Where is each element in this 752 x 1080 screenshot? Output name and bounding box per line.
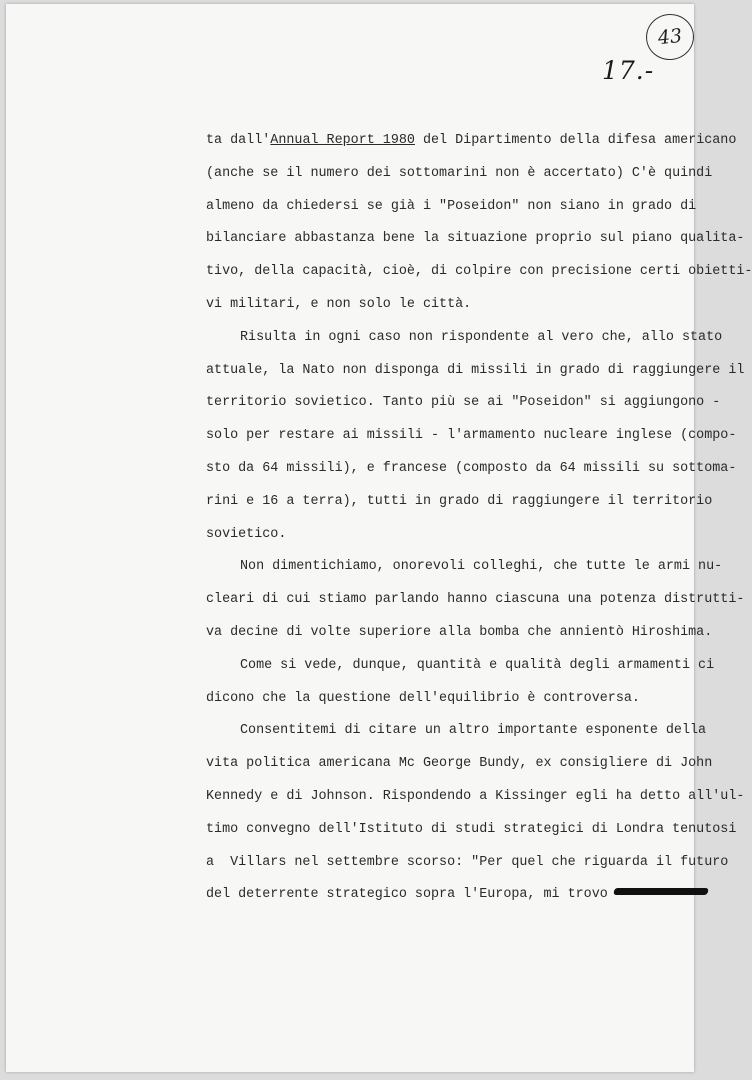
text-segment: vita politica americana Mc George Bundy, ex consigliere di John	[206, 756, 713, 772]
text-line	[206, 688, 678, 721]
text-segment: Consentitemi di citare un altro importante esponente della	[240, 723, 707, 739]
text-segment: ta dall'	[206, 133, 271, 148]
text-line	[206, 655, 715, 688]
text-segment: sto da 64 missili), e francese (composto da 64 missili su sottoma-	[206, 460, 737, 476]
text-segment: rini e 16 a terra), tutti in grado di raggiungere il territorio	[206, 493, 713, 509]
text-line	[206, 622, 713, 655]
text-segment: cleari di cui stiamo parlando hanno ciascuna una potenza distrutti-	[206, 592, 745, 608]
document-page	[6, 4, 752, 1072]
underlined-title: Annual Report 1980	[270, 133, 415, 148]
text-segment: dicono che la questione dell'equilibrio è controversa.	[206, 690, 640, 706]
text-segment: Kennedy e di Johnson. Rispondendo a Kissinger egli ha detto all'ul-	[206, 788, 745, 804]
text-line	[206, 556, 723, 589]
text-line	[206, 524, 678, 557]
text-segment: Risulta in ogni caso non rispondente al vero che, allo stato	[240, 329, 723, 345]
text-line	[206, 786, 745, 819]
text-segment: Non dimentichiamo, onorevoli colleghi, che tutte le armi nu-	[240, 559, 723, 575]
text-line	[206, 819, 737, 852]
text-line	[206, 589, 745, 622]
text-segment: del deterrente strategico sopra l'Europa, mi trovo	[206, 887, 608, 903]
text-line	[206, 261, 752, 294]
text-line	[206, 196, 697, 229]
text-segment: sovietico.	[206, 526, 287, 542]
text-line	[206, 425, 737, 458]
page-stamp	[644, 12, 697, 63]
text-line	[206, 884, 678, 917]
text-segment: bilanciare abbastanza bene la situazione proprio sul piano qualita-	[206, 231, 745, 247]
body-text	[206, 130, 752, 917]
text-line	[206, 360, 745, 393]
struck-out-word	[613, 888, 708, 895]
text-segment: del Dipartimento della difesa americano	[414, 133, 737, 148]
text-segment: va decine di volte superiore alla bomba che annientò Hiroshima.	[206, 624, 713, 640]
text-line	[206, 491, 713, 524]
text-segment: vi militari, e non solo le città.	[206, 296, 472, 312]
stamp-number: 43	[656, 24, 684, 50]
text-line	[206, 327, 723, 360]
text-segment: (anche se il numero dei sottomarini non è accertato) C'è quindi	[206, 165, 713, 181]
text-segment: tivo, della capacità, cioè, di colpire con precisione certi obietti-	[206, 264, 752, 280]
page-number: 17.-	[602, 56, 655, 85]
text-segment: timo convegno dell'Istituto di studi strategici di Londra tenutosi	[206, 821, 737, 837]
text-line	[206, 720, 707, 753]
text-line	[206, 163, 713, 196]
text-line	[206, 458, 737, 491]
text-segment: almeno da chiedersi se già i "Poseidon" non siano in grado di	[206, 198, 697, 214]
text-line	[206, 294, 678, 327]
text-segment: attuale, la Nato non disponga di missili in grado di raggiungere il	[206, 362, 745, 378]
text-line	[206, 228, 745, 261]
text-segment: territorio sovietico. Tanto più se ai "Poseidon" si aggiungono -	[206, 395, 721, 411]
text-line	[206, 130, 737, 163]
text-segment: solo per restare ai missili - l'armamento nucleare inglese (compo-	[206, 428, 737, 444]
text-line	[206, 392, 721, 425]
text-line	[206, 753, 713, 786]
text-segment: a Villars nel settembre scorso: "Per quel che riguarda il futuro	[206, 854, 729, 870]
text-segment: Come si vede, dunque, quantità e qualità degli armamenti ci	[240, 657, 715, 673]
text-line	[206, 852, 729, 885]
